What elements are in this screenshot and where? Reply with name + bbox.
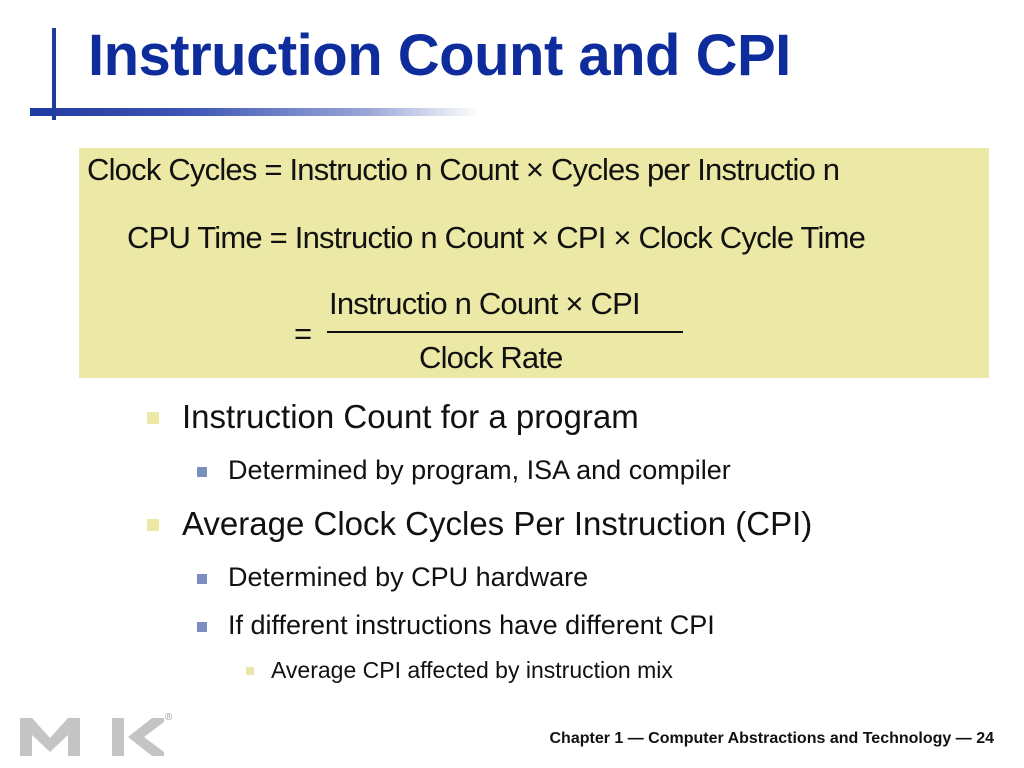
formula-clock-cycles: Clock Cycles = Instructio n Count × Cycles per Instructio n — [87, 152, 840, 187]
bullet-square-icon — [147, 412, 159, 424]
formula-equals-sign: = — [294, 316, 313, 351]
bullet-level3 — [271, 657, 673, 684]
mk-logo — [20, 710, 180, 760]
bullet-square-icon — [246, 667, 254, 675]
slide-title: Instruction Count and CPI — [88, 23, 791, 88]
bullet-text: Instruction Count for a program — [182, 398, 639, 435]
title-vertical-accent-bar — [52, 28, 56, 120]
bullet-level2 — [228, 562, 588, 593]
slide-footer: Chapter 1 — Computer Abstractions and Technology — 24 — [549, 730, 994, 747]
bullet-level2 — [228, 610, 715, 641]
bullet-square-icon — [197, 467, 207, 477]
formula-cpu-time: CPU Time = Instructio n Count × CPI × Clock Cycle Time — [127, 220, 866, 255]
bullet-level1 — [182, 505, 812, 543]
bullet-square-icon — [147, 519, 159, 531]
formula-fraction-bar — [327, 331, 683, 333]
bullet-text: Average CPI affected by instruction mix — [271, 657, 673, 683]
bullet-text: Average Clock Cycles Per Instruction (CPI) — [182, 505, 813, 542]
formula-fraction-numerator: Instructio n Count × CPI — [329, 286, 640, 321]
registered-mark: ® — [165, 712, 173, 723]
formula-fraction-denominator: Clock Rate — [419, 340, 563, 375]
bullet-text: Determined by program, ISA and compiler — [228, 455, 731, 485]
title-underline-gradient-bar — [30, 108, 480, 116]
bullet-text: Determined by CPU hardware — [228, 562, 589, 592]
bullet-level2 — [228, 455, 731, 486]
bullet-square-icon — [197, 574, 207, 584]
bullet-text: If different instructions have different CPI — [228, 610, 715, 640]
formula-box — [79, 148, 989, 378]
mk-logo-shape — [20, 718, 164, 756]
bullet-level1 — [182, 398, 639, 436]
bullet-square-icon — [197, 622, 207, 632]
